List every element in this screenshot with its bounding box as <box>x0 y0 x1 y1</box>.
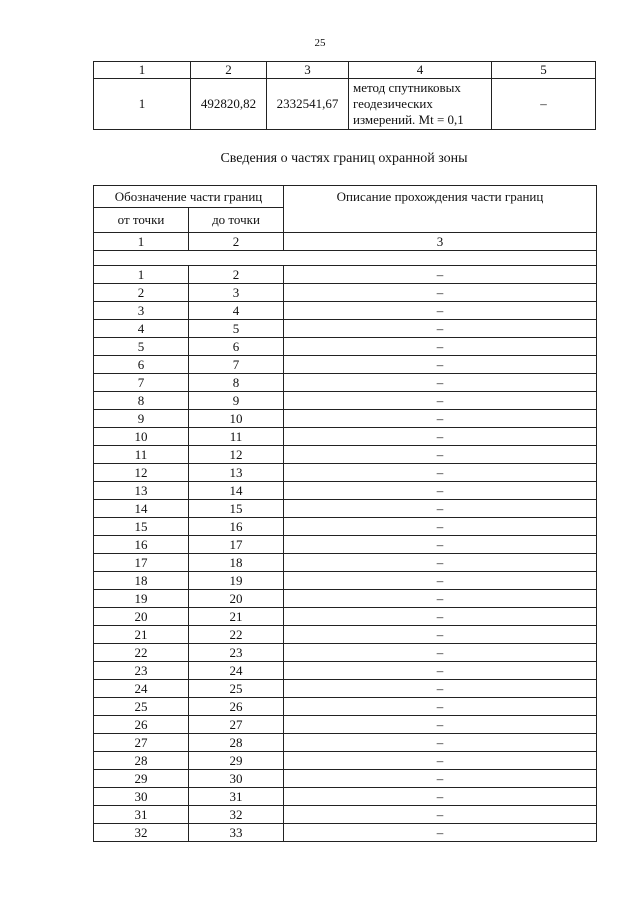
section-title: Сведения о частях границ охранной зоны <box>220 151 468 166</box>
table-row <box>94 788 597 806</box>
table-row <box>94 590 597 608</box>
to-point: 12 <box>189 446 284 464</box>
from-point: 30 <box>94 788 189 806</box>
to-point: 30 <box>189 770 284 788</box>
to-point: 28 <box>189 734 284 752</box>
table-row <box>94 680 597 698</box>
table-row <box>94 428 597 446</box>
table-row <box>94 464 597 482</box>
table-row <box>94 572 597 590</box>
table-row <box>94 338 597 356</box>
table-row <box>94 302 597 320</box>
table-row <box>94 392 597 410</box>
table-row <box>94 662 597 680</box>
from-point: 27 <box>94 734 189 752</box>
coordinates-header-row <box>94 62 596 79</box>
table-row <box>94 536 597 554</box>
to-point: 29 <box>189 752 284 770</box>
part-description: – <box>284 590 597 608</box>
table-row <box>94 770 597 788</box>
to-point: 24 <box>189 662 284 680</box>
spacer-row <box>94 251 597 266</box>
to-point: 10 <box>189 410 284 428</box>
part-description: – <box>284 698 597 716</box>
part-description: – <box>284 392 597 410</box>
to-point: 9 <box>189 392 284 410</box>
part-description: – <box>284 446 597 464</box>
to-point: 15 <box>189 500 284 518</box>
table-row <box>94 734 597 752</box>
table-row <box>94 716 597 734</box>
coordinate-y: 2332541,67 <box>267 79 349 130</box>
part-description: – <box>284 662 597 680</box>
part-description: – <box>284 482 597 500</box>
from-point: 29 <box>94 770 189 788</box>
table-row <box>94 608 597 626</box>
to-point: 23 <box>189 644 284 662</box>
part-description: – <box>284 734 597 752</box>
to-point: 8 <box>189 374 284 392</box>
part-description: – <box>284 536 597 554</box>
part-description: – <box>284 770 597 788</box>
to-point: 5 <box>189 320 284 338</box>
table-row <box>94 500 597 518</box>
table-row <box>94 482 597 500</box>
from-point: 18 <box>94 572 189 590</box>
parts-header-row <box>94 186 597 208</box>
to-point: 21 <box>189 608 284 626</box>
table-row <box>94 320 597 338</box>
to-point: 16 <box>189 518 284 536</box>
from-point: 4 <box>94 320 189 338</box>
from-point: 28 <box>94 752 189 770</box>
boundary-parts-table <box>93 185 597 842</box>
from-point: 17 <box>94 554 189 572</box>
part-description: – <box>284 716 597 734</box>
part-description: – <box>284 320 597 338</box>
to-point: 32 <box>189 806 284 824</box>
from-point: 15 <box>94 518 189 536</box>
from-point: 11 <box>94 446 189 464</box>
part-description: – <box>284 608 597 626</box>
part-description: – <box>284 554 597 572</box>
from-point: 19 <box>94 590 189 608</box>
method-description <box>349 79 492 130</box>
column-number: 3 <box>284 233 597 251</box>
part-description: – <box>284 284 597 302</box>
table-row <box>94 824 597 842</box>
part-description: – <box>284 410 597 428</box>
part-description: – <box>284 302 597 320</box>
to-point: 25 <box>189 680 284 698</box>
from-point: 9 <box>94 410 189 428</box>
from-point: 25 <box>94 698 189 716</box>
coordinate-x: 492820,82 <box>191 79 267 130</box>
table-row <box>94 554 597 572</box>
part-description: – <box>284 644 597 662</box>
from-point: 23 <box>94 662 189 680</box>
part-description: – <box>284 464 597 482</box>
part-description: – <box>284 752 597 770</box>
table-row <box>94 284 597 302</box>
to-point: 20 <box>189 590 284 608</box>
part-description: – <box>284 572 597 590</box>
spacer-cell <box>94 251 597 266</box>
to-point: 27 <box>189 716 284 734</box>
table-row <box>94 626 597 644</box>
to-point: 11 <box>189 428 284 446</box>
table-row <box>94 752 597 770</box>
table-row <box>94 644 597 662</box>
from-point: 7 <box>94 374 189 392</box>
part-description: – <box>284 266 597 284</box>
part-description: – <box>284 824 597 842</box>
column-number: 2 <box>189 233 284 251</box>
part-description: – <box>284 680 597 698</box>
to-point: 13 <box>189 464 284 482</box>
part-description: – <box>284 338 597 356</box>
to-point: 33 <box>189 824 284 842</box>
to-point: 31 <box>189 788 284 806</box>
table-row <box>94 698 597 716</box>
part-description: – <box>284 500 597 518</box>
method-line: геодезических <box>353 96 433 111</box>
from-point: 2 <box>94 284 189 302</box>
from-point: 8 <box>94 392 189 410</box>
coordinates-header-cell: 1 <box>94 62 191 79</box>
from-point: 32 <box>94 824 189 842</box>
coordinates-table <box>93 61 596 130</box>
from-point: 22 <box>94 644 189 662</box>
column-number: 1 <box>94 233 189 251</box>
from-point: 3 <box>94 302 189 320</box>
method-line: измерений. Mt = 0,1 <box>353 112 464 127</box>
from-point: 20 <box>94 608 189 626</box>
to-point: 19 <box>189 572 284 590</box>
coordinates-header-cell: 4 <box>349 62 492 79</box>
from-point: 21 <box>94 626 189 644</box>
coordinates-header-cell: 3 <box>267 62 349 79</box>
to-point: 7 <box>189 356 284 374</box>
coordinates-row <box>94 79 596 130</box>
from-point: 5 <box>94 338 189 356</box>
part-description: – <box>284 626 597 644</box>
to-point: 26 <box>189 698 284 716</box>
part-description: – <box>284 806 597 824</box>
table-row <box>94 806 597 824</box>
method-line: метод спутниковых <box>353 80 461 95</box>
from-point-header: от точки <box>94 208 189 233</box>
to-point: 6 <box>189 338 284 356</box>
from-point: 14 <box>94 500 189 518</box>
part-description: – <box>284 356 597 374</box>
from-point: 13 <box>94 482 189 500</box>
from-point: 26 <box>94 716 189 734</box>
point-number: 1 <box>94 79 191 130</box>
table-row <box>94 356 597 374</box>
table-row <box>94 266 597 284</box>
part-description: – <box>284 428 597 446</box>
point-note: – <box>492 79 596 130</box>
part-description: – <box>284 374 597 392</box>
from-point: 10 <box>94 428 189 446</box>
part-description: – <box>284 788 597 806</box>
group-header: Обозначение части границ <box>94 186 284 208</box>
to-point: 17 <box>189 536 284 554</box>
to-point: 2 <box>189 266 284 284</box>
coordinates-header-cell: 5 <box>492 62 596 79</box>
from-point: 24 <box>94 680 189 698</box>
column-number-row <box>94 233 597 251</box>
page-number: 25 <box>314 37 326 49</box>
from-point: 31 <box>94 806 189 824</box>
coordinates-header-cell: 2 <box>191 62 267 79</box>
from-point: 12 <box>94 464 189 482</box>
from-point: 6 <box>94 356 189 374</box>
to-point: 22 <box>189 626 284 644</box>
from-point: 16 <box>94 536 189 554</box>
table-row <box>94 446 597 464</box>
from-point: 1 <box>94 266 189 284</box>
description-header: Описание прохождения части границ <box>284 186 597 233</box>
to-point: 18 <box>189 554 284 572</box>
to-point: 3 <box>189 284 284 302</box>
table-row <box>94 374 597 392</box>
to-point: 14 <box>189 482 284 500</box>
part-description: – <box>284 518 597 536</box>
to-point-header: до точки <box>189 208 284 233</box>
to-point: 4 <box>189 302 284 320</box>
table-row <box>94 410 597 428</box>
table-row <box>94 518 597 536</box>
